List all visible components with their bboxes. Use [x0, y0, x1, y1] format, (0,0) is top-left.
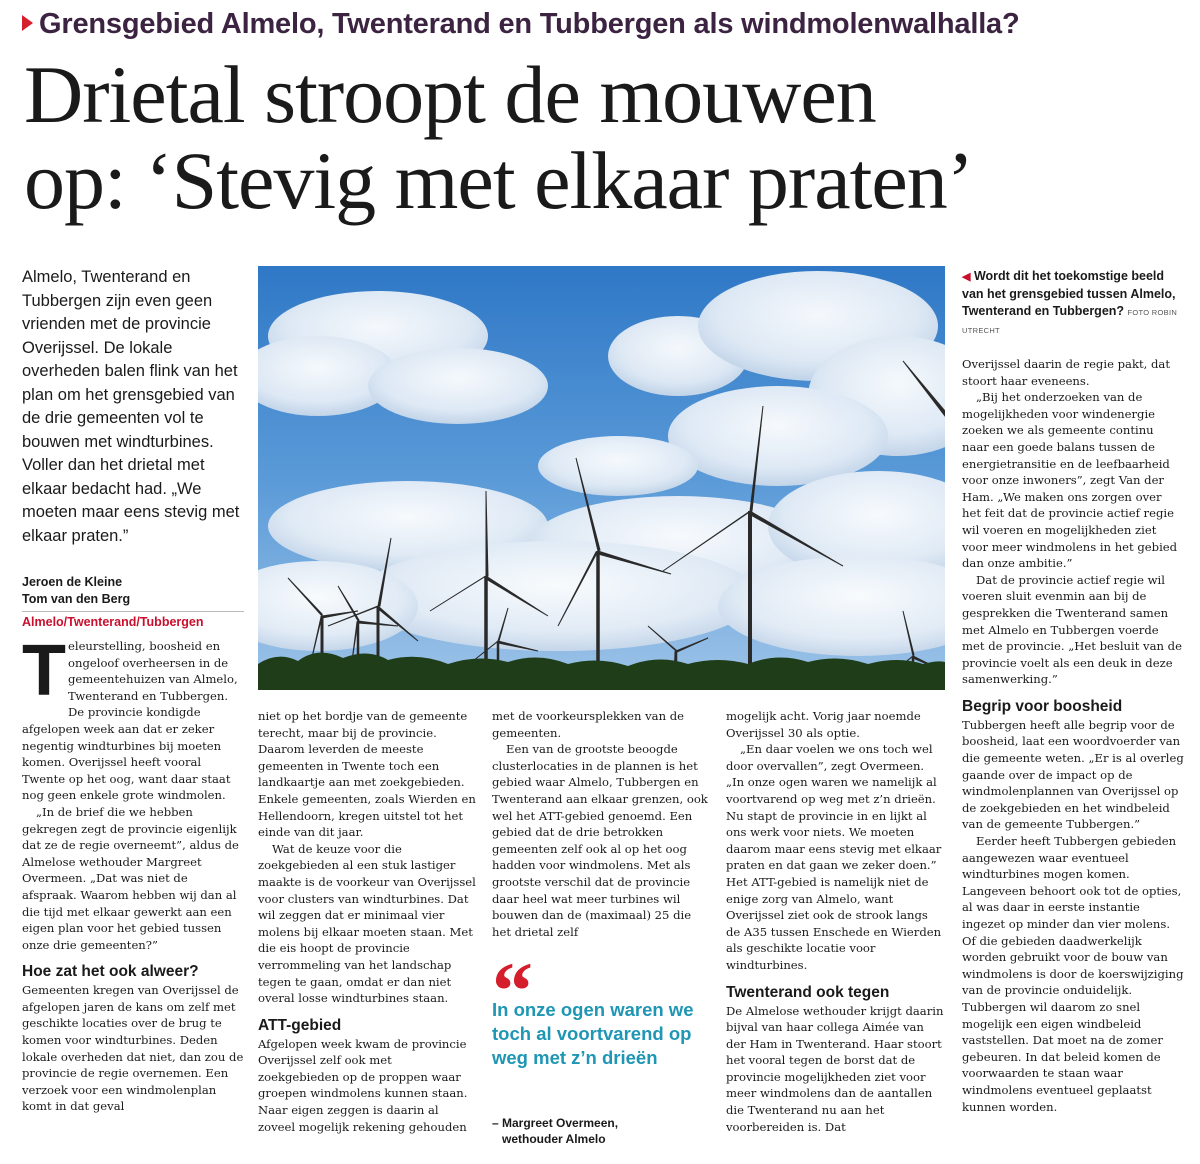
photo-credit: FOTO ROBIN UTRECHT [962, 308, 1178, 335]
pull-quote: In onze ogen waren we toch al voortvarend op weg met z’n drieën [492, 999, 694, 1068]
subheading: Twenterand ook tegen [726, 983, 890, 1001]
paragraph: Dat de provincie actief regie wil voeren sluit evenmin aan bij de gesprekken die Twenterand samen met Almelo en Tubbergen voerde met de provincie. „Het besluit van de provincie voelt als een deuk in deze samenwerking.” [962, 572, 1182, 687]
paragraph: eleurstelling, boosheid en ongeloof overheersen in de gemeentehuizen van Almelo, Twenterand en Tubbergen. De provincie kondigde afgelopen week aan dat er zeker negentig windturbines bij moeten komen. Overijssel heeft vooral Twente op het oog, want daar staat nog geen enkele grote windmolen. [22, 639, 238, 803]
drop-cap: T [22, 638, 66, 711]
subheading: Begrip voor boosheid [962, 697, 1123, 715]
photo-caption [962, 268, 1184, 339]
dateline: Almelo/Twenterand/Tubbergen [22, 611, 244, 630]
paragraph: Eerder heeft Tubbergen gebieden aangewezen waar eventueel windturbines mogen komen. Langeveen behoort ook tot de opties, al was daar in eerste instantie ingezet op minder dan vier molens. Of die gebieden daadwerkelijk worden gebruikt voor de bouw van windmolens is door de koerswijziging van de provincie onduidelijk. Tubbergen wil daarom zo snel mogelijk een eigen windbeleid vaststellen. Dat moet na de zomer gebeuren. In dat beleid komen de voorwaarden te staan waar windmolens eventueel geplaatst kunnen worden. [962, 834, 1184, 1114]
paragraph: mogelijk acht. Vorig jaar noemde Overijssel 30 als optie. [726, 709, 921, 740]
paragraph: niet op het bordje van de gemeente terecht, maar bij de provincie. Daarom leverden de meeste gemeenten in Twente toch een landkaartje aan met zoekgebieden. Enkele gemeenten, zoals Wierden en Hellendoorn, kregen uitstel tot het einde van dit jaar. [258, 709, 476, 840]
paragraph: met de voorkeursplekken van de gemeenten. [492, 709, 685, 740]
body-column-3 [492, 708, 710, 948]
body-column-2 [258, 708, 476, 1148]
kicker-text: Grensgebied Almelo, Twenterand en Tubbergen als windmolenwalhalla? [39, 8, 1020, 40]
attribution-name: – Margreet Overmeen, [492, 1116, 619, 1130]
quote-mark-icon: “ [492, 945, 533, 1036]
wind-turbine-photo [258, 266, 945, 690]
intro-lead: Almelo, Twenterand en Tubbergen zijn even geen vrienden met de provincie Overijssel. De lokale overheden balen flink van het plan om het grensgebied van de drie gemeenten vol te bouwen met windturbines. Voller dan het drietal met elkaar bedacht had. „We moeten maar eens stevig met elkaar praten.” [22, 268, 240, 545]
headline-line-1: Drietal stroopt de mouwen [24, 49, 876, 140]
attribution-role: wethouder Almelo [502, 1132, 606, 1146]
byline [22, 574, 242, 608]
paragraph: De Almelose wethouder krijgt daarin bijval van haar collega Aimée van der Ham in Twenterand. Haar stoort het vooral tegen de borst dat de provincie mogelijkheden ziet voor meer windmolens dan de aantallen die Twenterand nu aan het voorbereiden is. Dat [726, 1003, 944, 1134]
subheading: ATT-gebied [258, 1016, 342, 1034]
kicker [22, 4, 1182, 44]
caption-text: Wordt dit het toekomstige beeld van het grensgebied tussen Almelo, Twenterand en Tubbergen? [962, 269, 1176, 318]
body-column-5 [962, 356, 1184, 1148]
paragraph: „Bij het onderzoeken van de mogelijkheden voor windenergie zoeken we als gemeente continu naar een goede balans tussen de energietransitie en de leefbaarheid voor onze inwoners”, zegt Van der Ham. „We maken ons zorgen over het feit dat de provincie actief regie wil voeren en mogelijkheden ziet voor meer windmolens in het gebied dan onze ambitie.” [962, 390, 1178, 571]
subheading: Hoe zat het ook alweer? [22, 963, 199, 981]
kicker-arrow-icon [22, 15, 33, 31]
pull-quote-attribution [492, 1115, 714, 1147]
paragraph: „In de brief die we hebben gekregen zegt de provincie eigenlijk dat ze de regie overneemt”, aldus de Almelose wethouder Margreet Overmeen. „Dat was niet de afspraak. Waarom hebben wij dan al die tijd met elkaar gewerkt aan een eigen plan voor het gebied tussen onze drie gemeenten?” [22, 804, 239, 952]
caption-arrow-icon: ◀ [962, 271, 971, 283]
headline [24, 49, 1184, 226]
author-2: Tom van den Berg [22, 592, 131, 606]
paragraph: Overijssel daarin de regie pakt, dat stoort haar eveneens. [962, 357, 1170, 388]
paragraph: „En daar voelen we ons toch wel door overvallen”, zegt Overmeen. „In onze ogen waren we namelijk al voortvarend op weg met z’n drieën. Nu stapt de provincie in en lijkt al ons werk voor niets. We moeten daarom maar eens stevig met elkaar praten en dat gaan we zeker doen.” Het ATT-gebied is namelijk niet de enige zorg van Almelo, want Overijssel ziet ook de strook langs de A35 tussen Enschede en Wierden als geschikte locatie voor windturbines. [726, 742, 942, 972]
author-1: Jeroen de Kleine [22, 575, 123, 589]
paragraph: Wat de keuze voor die zoekgebieden al een stuk lastiger maakte is de voorkeur van Overijssel voor clusters van windturbines. Dat wil zeggen dat er minimaal vier molens bij elkaar moeten staan. Met die eis hoopt de provincie verrommeling van het landschap tegen te gaan, omdat er dan niet overal losse windturbines staan. [258, 841, 476, 1006]
paragraph: Een van de grootste beoogde clusterlocaties in de plannen is het gebied waar Almelo, Tubbergen en Twenterand aan elkaar grenzen, ook wel het ATT-gebied genoemd. Een gebied dat de drie betrokken gemeenten zelf ook al op het oog hadden voor windmolens. Met als grootste verschil dat de provincie daar heel wat meer turbines wil bouwen dan de (maximaal) 25 die het drietal zelf [492, 742, 708, 939]
body-column-1 [22, 638, 244, 1148]
paragraph: Gemeenten kregen van Overijssel de afgelopen jaren de kans om zelf met geschikte locaties over de brug te komen voor windturbines. Deden lokale overheden dat niet, dan zou de provincie de regie overnemen. Een verzoek voor een windmolenplan komt in dat geval [22, 983, 244, 1114]
headline-line-2: op: ‘Stevig met elkaar praten’ [24, 135, 974, 226]
paragraph: Afgelopen week kwam de provincie Overijssel zelf ook met zoekgebieden op de proppen waar groepen windmolens kunnen staan. Naar eigen zeggen is daarin al zoveel mogelijk rekening gehouden [258, 1036, 468, 1134]
paragraph: Tubbergen heeft alle begrip voor de boosheid, laat een woordvoerder van die gemeente weten. „Er is al overleg gaande over de impact op de windmolenplannen van Overijssel op de zoekgebieden en het windbeleid van de gemeente Tubbergen.” [962, 717, 1184, 832]
body-column-4 [726, 708, 944, 1148]
